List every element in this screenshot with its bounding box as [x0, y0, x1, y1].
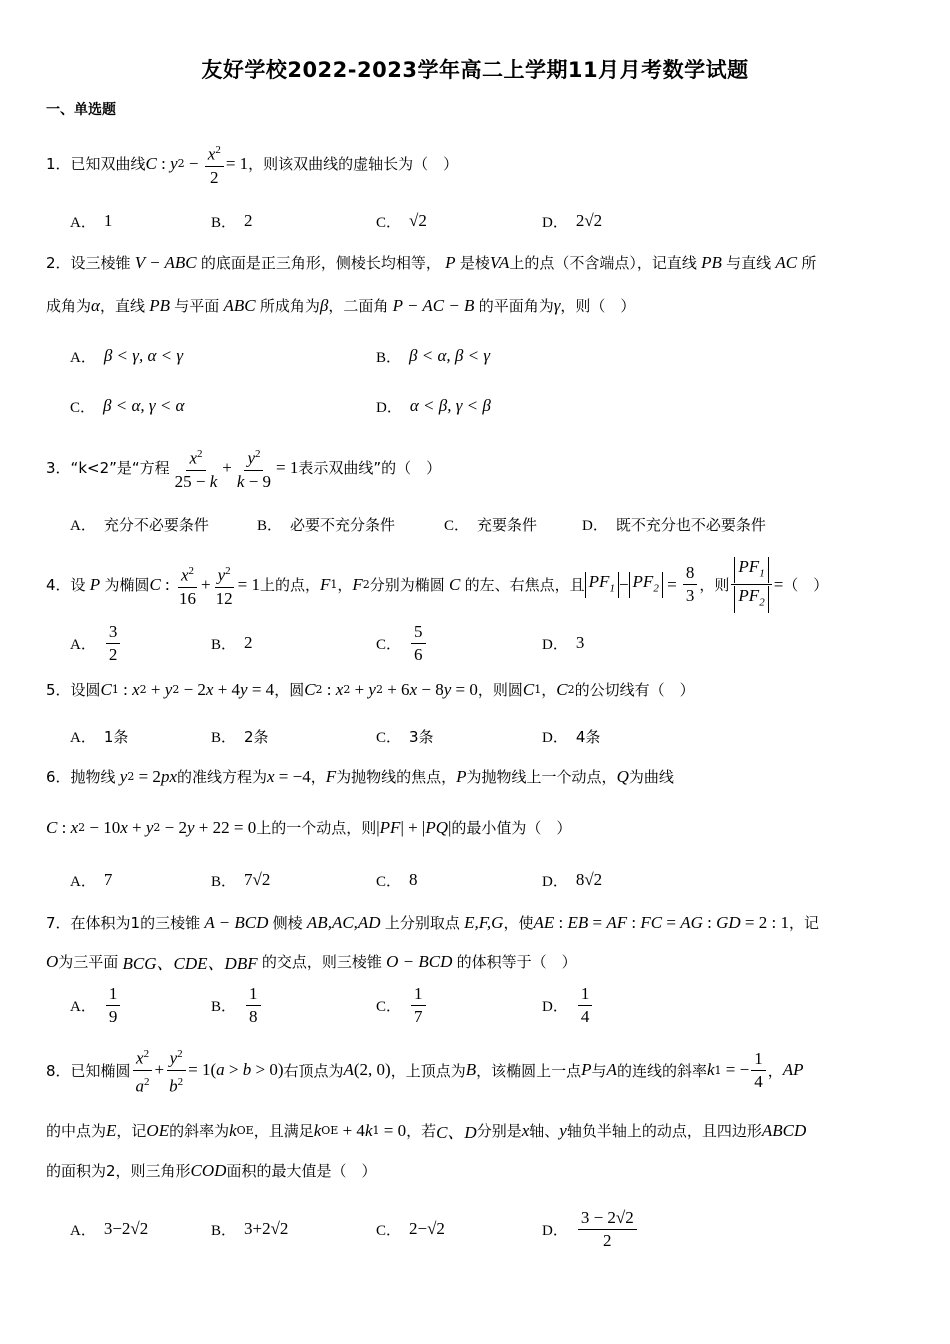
- q2-option-c[interactable]: C． β < α, γ < α: [70, 396, 185, 416]
- question-7-line-2: O 为三平面 BCG、CDE、DBF 的交点，则三棱锥 O − BCD 的体积等于（ ）: [46, 951, 577, 973]
- question-8-line-3: 的面积为2，则三角形 COD 面积的最大值是（ ）: [46, 1160, 377, 1180]
- question-7-line-1: 7．在体积为1的三棱锥 A − BCD 侧棱 AB,AC,AD 上分别取点 E,F,G ，使 AE : EB = AF : FC = AG : GD = 2 : 1 ，记: [46, 912, 819, 932]
- q6-option-b[interactable]: B． 7√2: [211, 870, 271, 890]
- q2-option-d[interactable]: D． α < β, γ < β: [376, 396, 491, 416]
- q6-option-c[interactable]: C． 8: [376, 870, 418, 890]
- question-8-line-2: 的中点为 E ，记 OE 的斜率为 k OE ，且满足 k OE + 4 k 1 = 0 ，若 C、D 分别是 x 轴、 y 轴负半轴上的动点，且四边形 ABCD: [46, 1120, 807, 1142]
- q1-option-d[interactable]: D． 2√2: [542, 211, 603, 231]
- question-6-line-2: C : x 2 − 10 x + y 2 − 2 y + 22 = 0 上的一个动点，则 | PF | + | PQ | 的最小值为（ ）: [46, 817, 572, 837]
- q4-options: [70, 621, 930, 664]
- q8-option-c[interactable]: C． 2−√2: [376, 1219, 445, 1239]
- q3-options: [70, 509, 930, 539]
- question-6-line-1: 6．抛物线 y 2 = 2 px 的准线方程为 x = −4 ， F 为抛物线的焦点， P 为抛物线上一个动点， Q 为曲线: [46, 766, 674, 786]
- q3-option-c[interactable]: C． 充要条件: [444, 515, 538, 534]
- section-title: 一、单选题: [46, 102, 116, 118]
- q5-option-c[interactable]: C． 3条: [376, 727, 434, 746]
- q4-option-b[interactable]: B． 2: [211, 633, 253, 653]
- q7-options: [70, 983, 930, 1026]
- q2-options-row-1: [70, 341, 930, 371]
- question-1: 1．已知双曲线 C : y 2 − $\frac{x^2}{2}$ = 1 ，则该双曲线的虚轴长为（ ）: [46, 140, 458, 188]
- q5-option-d[interactable]: D． 4条: [542, 727, 601, 746]
- q1-tail: ，则该双曲线的虚轴长为（ ）: [248, 155, 459, 174]
- q5-option-a[interactable]: A． 1条: [70, 727, 129, 746]
- q2-options-row-2: [70, 391, 930, 421]
- question-2-line-2: 成角为 α ，直线 PB 与平面 ABC 所成角为 β ，二面角 P − AC − B 的平面角为 γ ，则（ ）: [46, 295, 636, 315]
- question-2-line-1: 2．设三棱锥 V − ABC 的底面是正三角形，侧棱长均相等， P 是棱 VA 上的点（不含端点），记直线 PB 与直线 AC 所: [46, 252, 817, 272]
- q3-option-a[interactable]: A． 充分不必要条件: [70, 515, 209, 534]
- page-title: 友好学校2022-2023学年高二上学期11月月考数学试题: [201, 58, 749, 82]
- q3-option-d[interactable]: D． 既不充分也不必要条件: [582, 515, 766, 534]
- q7-option-b[interactable]: B． $\frac{1}{8}$: [211, 990, 263, 1020]
- q1-option-a[interactable]: A． 1: [70, 211, 113, 231]
- q1-option-b[interactable]: B． 2: [211, 211, 253, 231]
- q8-options: [70, 1207, 930, 1250]
- question-3: 3．“k<2”是“方程 $\frac{x^2}{25 - k}$ + $\frac{y^2}{k - 9}$ = 1 表示双曲线”的（ ）: [46, 444, 441, 492]
- q7-option-a[interactable]: A． $\frac{1}{9}$: [70, 990, 122, 1020]
- q7-option-d[interactable]: D． $\frac{1}{4}$: [542, 990, 594, 1020]
- q5-options: [70, 721, 930, 751]
- q1-prefix: 1．已知双曲线: [46, 155, 146, 174]
- q2-option-a[interactable]: A． β < γ, α < γ: [70, 346, 184, 366]
- q8-option-a[interactable]: A． 3−2√2: [70, 1219, 149, 1239]
- question-5: 5．设圆 C 1 : x 2 + y 2 − 2 x + 4 y = 4 ，圆 C 2 : x 2 + y 2 + 6 x − 8 y = 0 ，则圆 C 1 ， C 2 的公切线有（ ）: [46, 679, 695, 699]
- q7-option-c[interactable]: C． $\frac{1}{7}$: [376, 990, 428, 1020]
- q4-option-a[interactable]: A． $\frac{3}{2}$: [70, 628, 122, 658]
- q1-formula: C: [145, 153, 157, 173]
- q4-option-c[interactable]: C． $\frac{5}{6}$: [376, 628, 428, 658]
- q3-option-b[interactable]: B． 必要不充分条件: [257, 515, 396, 534]
- q6-options: [70, 865, 930, 895]
- q8-option-d[interactable]: D． $\frac{3 - 2√2}{2}$: [542, 1214, 639, 1244]
- q1-options: [70, 206, 930, 236]
- q6-option-a[interactable]: A． 7: [70, 870, 113, 890]
- question-4: 4．设 P 为椭圆 C : $\frac{x^2}{16}$ + $\frac{y^2}{12}$ = 1 上的点， F 1 ， F 2 分别为椭圆 C 的左、右焦点，且 $PF_1$ − $PF_2$ = $\frac{8}{3}$ ，则 $\frac{PF_1}{PF_2}$ = （ ）: [46, 557, 828, 613]
- q2-option-b[interactable]: B． β < α, β < γ: [376, 346, 491, 366]
- q1-option-c[interactable]: C． √2: [376, 211, 427, 231]
- question-8-line-1: 8．已知椭圆 $\frac{x^2}{a^2}$ + $\frac{y^2}{b^2}$ = 1( a > b > 0) 右顶点为 A (2, 0) ，上顶点为 B ，该椭圆上一点 P 与 A 的连线的斜率 k 1 = − $\frac{1}{4}$ ， AP: [46, 1044, 803, 1096]
- q4-option-d[interactable]: D． 3: [542, 633, 585, 653]
- q5-option-b[interactable]: B． 2条: [211, 727, 269, 746]
- q6-option-d[interactable]: D． 8√2: [542, 870, 603, 890]
- q8-option-b[interactable]: B． 3+2√2: [211, 1219, 289, 1239]
